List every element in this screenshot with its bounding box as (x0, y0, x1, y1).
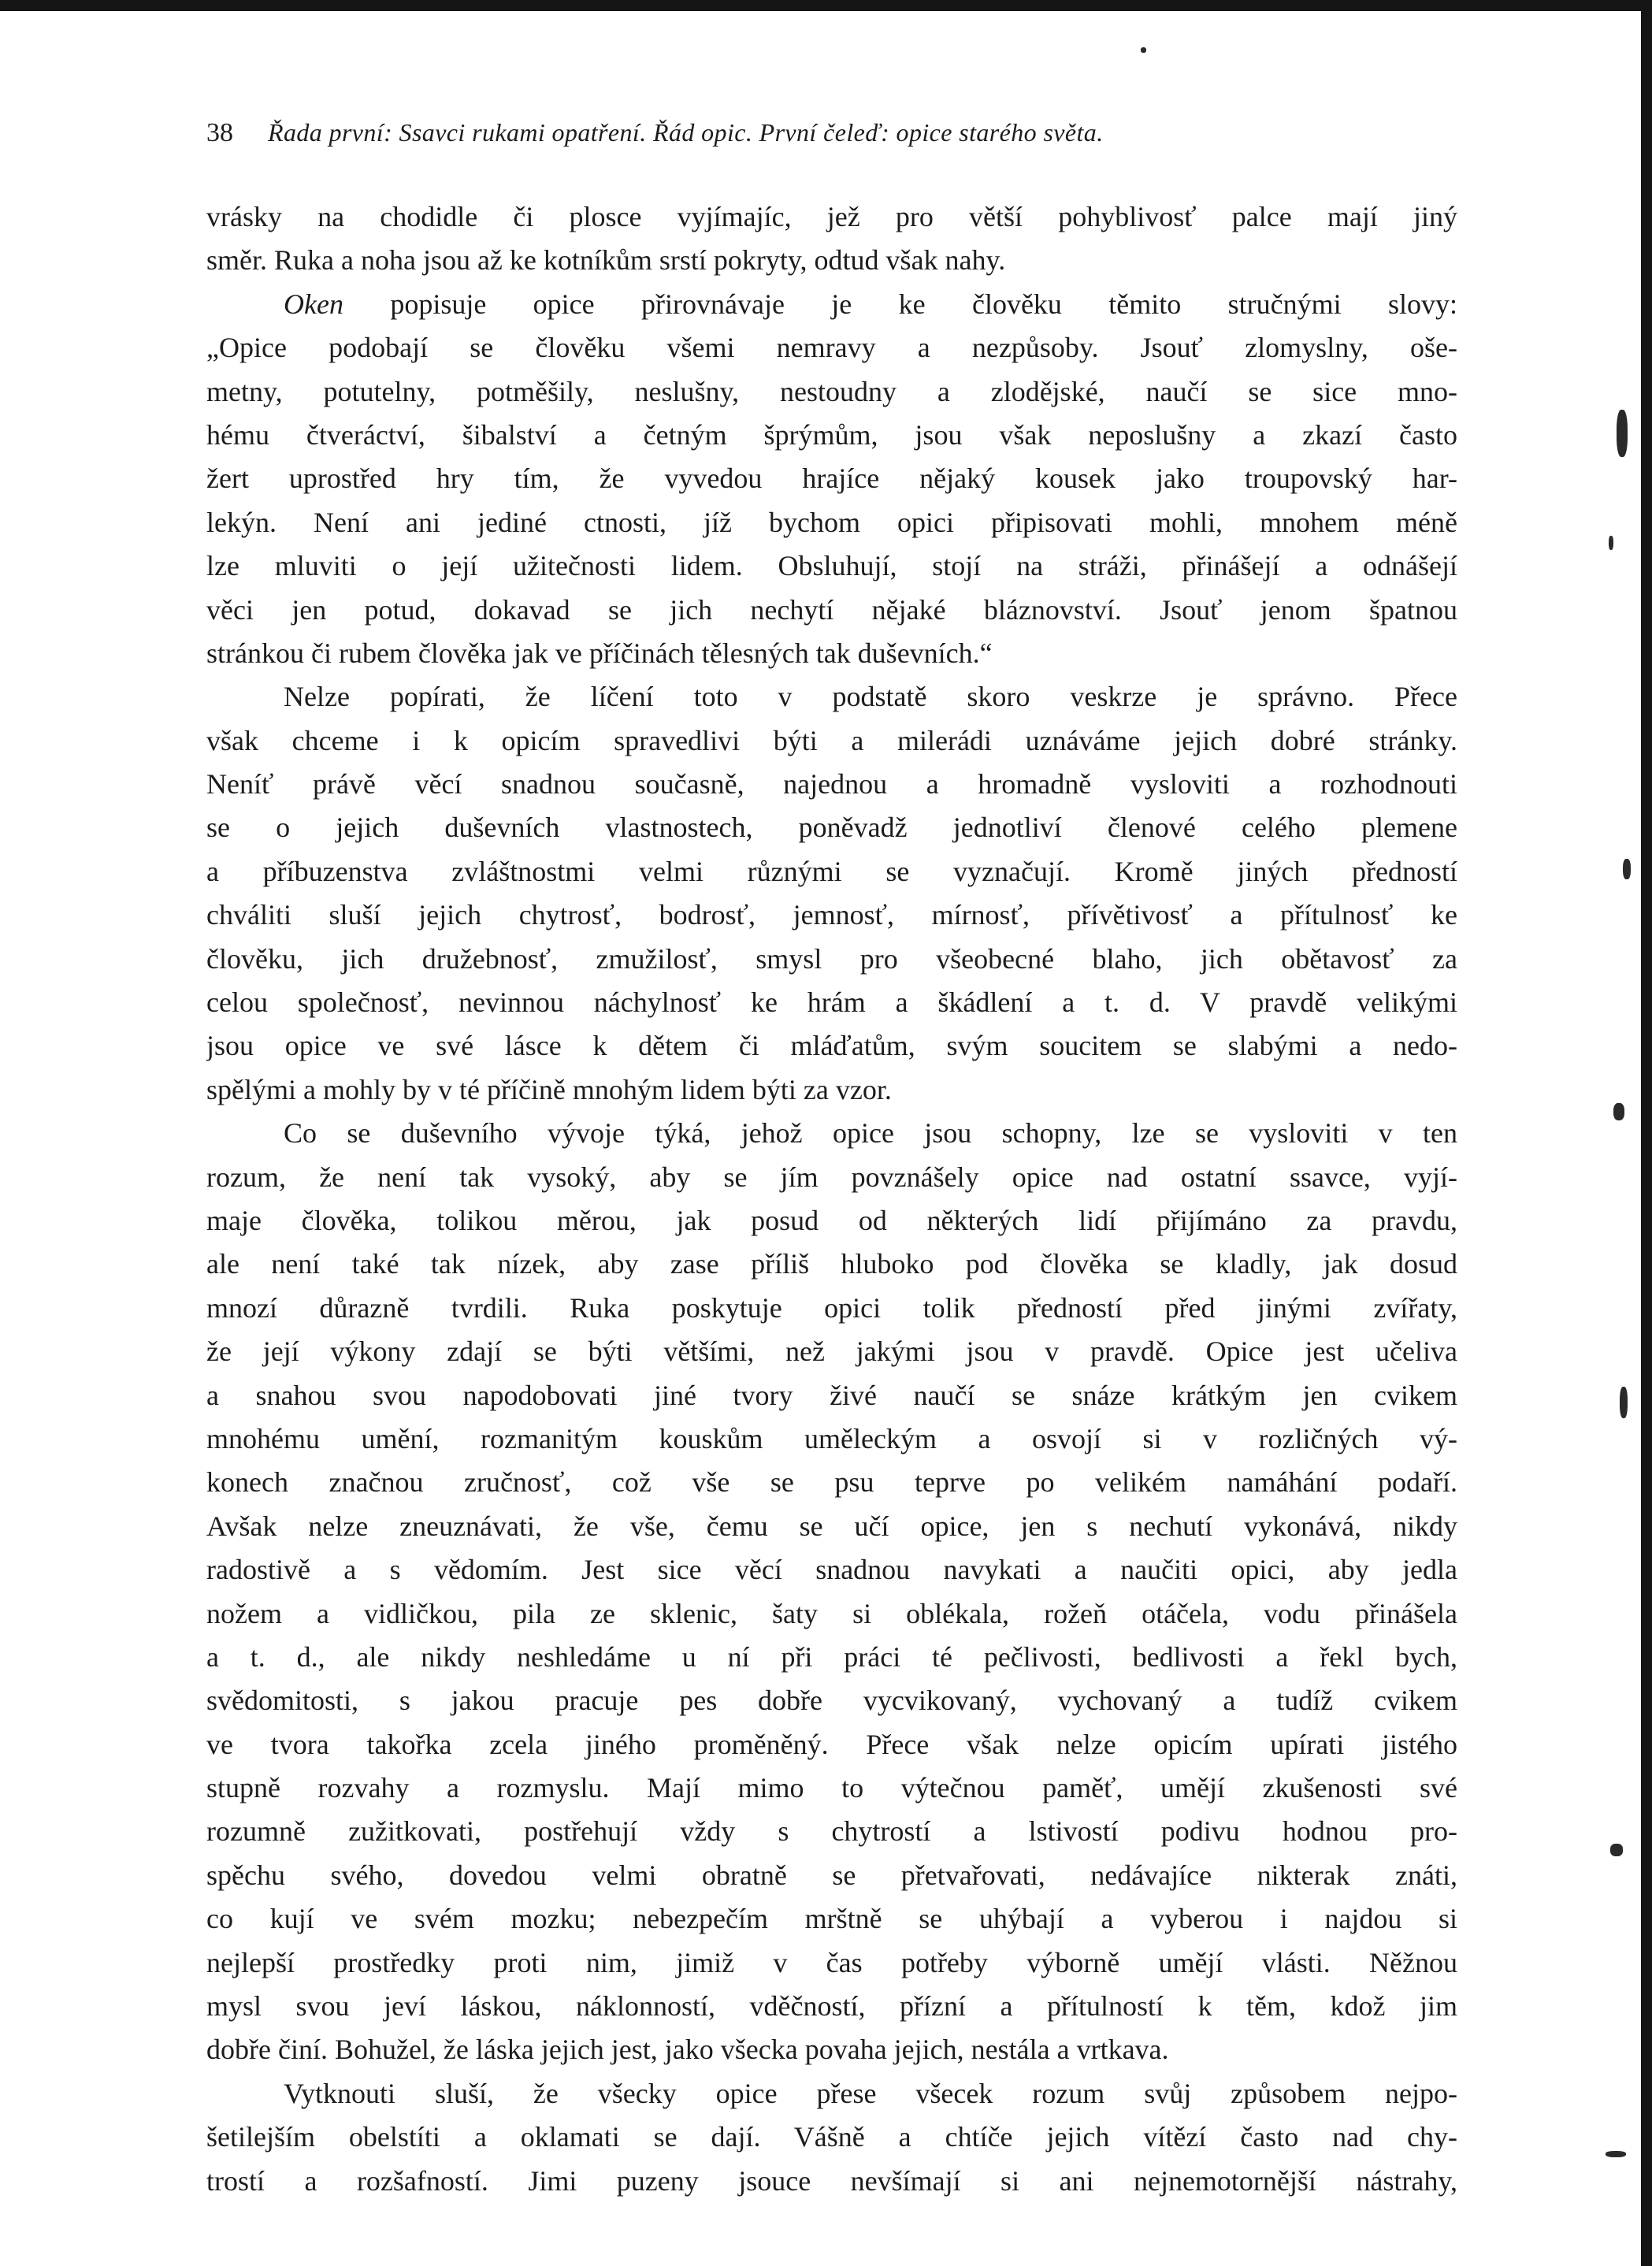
text-line: rozumně zužitkovati, postřehují vždy s chytrostí a lstivostí podivu hodnou pro- (206, 1815, 1457, 1848)
paragraph-2 (206, 283, 1457, 676)
text-line: co kují ve svém mozku; nebezpečím mrštně se uhýbají a vyberou i najdou si (206, 1903, 1457, 1935)
text-line: jsou opice ve své lásce k dětem či mláďatům, svým soucitem se slabými a nedo- (206, 1030, 1457, 1062)
scan-border-right (1641, 0, 1652, 2266)
text-line: lekýn. Není ani jediné ctnosti, jíž bychom opici připisovati mohli, mnohem méně (206, 506, 1457, 538)
text-line: se o jejich duševních vlastnostech, poněvadž jednotliví členové celého plemene (206, 812, 1457, 844)
text-line: celou společnosť, nevinnou náchylnosť ke hrám a škádlení a t. d. V pravdě velikými (206, 986, 1457, 1019)
margin-speck (1620, 1387, 1628, 1418)
margin-speck (1613, 1103, 1624, 1120)
paragraph-5 (206, 2072, 1457, 2203)
text-line: žert uprostřed hry tím, že vyvedou hrajíce nějaký kousek jako troupovský har- (206, 462, 1457, 495)
text-line (206, 283, 1457, 326)
text-line: stupně rozvahy a rozmyslu. Mají mimo to výtečnou paměť, umějí zkušenosti své (206, 1772, 1457, 1804)
text-line: svědomitosti, s jakou pracuje pes dobře vycvikovaný, vychovaný a tudíž cvikem (206, 1685, 1457, 1717)
text-line: chváliti sluší jejich chytrosť, bodrosť, jemnosť, mírnosť, přívětivosť a přítulnosť ke (206, 899, 1457, 931)
text-line: „Opice podobají se člověku všemi nemravy a nezpůsoby. Jsouť zlomyslny, oše- (206, 332, 1457, 364)
text-line: nejlepší prostředky proti nim, jimiž v čas potřeby výborně umějí vlásti. Něžnou (206, 1946, 1457, 1978)
text-line: že její výkony zdají se býti většími, než jakými jsou v pravdě. Opice jest učeliva (206, 1335, 1457, 1368)
text-line: Co se duševního vývoje týká, jehož opice jsou schopny, lze se vysloviti v ten (284, 1117, 1457, 1150)
text-line: dobře činí. Bohužel, že láska jejich jest, jako všecka povaha jejich, nestála a vrtkava. (206, 2034, 1169, 2066)
margin-speck (1623, 859, 1631, 879)
line-text: popisuje opice přirovnávaje je ke člověku těmito stručnými slovy: (343, 288, 1457, 320)
text-line: Vytknouti sluší, že všecky opice přese všecek rozum svůj způsobem nejpo- (284, 2077, 1457, 2109)
text-line: Neníť právě věcí snadnou současně, najednou a hromadně vysloviti a rozhodnouti (206, 768, 1457, 801)
text-line: mnozí důrazně tvrdili. Ruka poskytuje opici tolik předností před jinými zvířaty, (206, 1291, 1457, 1324)
margin-speck (1141, 47, 1146, 53)
paragraph-1 (206, 195, 1457, 283)
book-page (206, 118, 1457, 2203)
text-line: mysl svou jeví láskou, náklonností, vděčností, přízní a přítulností k těm, kdož jim (206, 1990, 1457, 2023)
author-name: Oken (284, 288, 343, 320)
page-number: 38 (206, 118, 233, 147)
text-line: a t. d., ale nikdy neshledáme u ní při práci té pečlivosti, bedlivosti a řekl bych, (206, 1640, 1457, 1673)
text-line: lze mluviti o její užitečnosti lidem. Obsluhují, stojí na stráži, přinášejí a odnášejí (206, 550, 1457, 582)
text-line: směr. Ruka a noha jsou až ke kotníkům srstí pokryty, odtud však nahy. (206, 244, 1006, 277)
scan-border-top (0, 0, 1652, 11)
text-line: trostí a rozšafností. Jimi puzeny jsouce nevšímají si ani nejnemotornější nástrahy, (206, 2164, 1457, 2197)
text-line: ale není také tak nízek, aby zase příliš hluboko pod člověka se kladly, jak dosud (206, 1248, 1457, 1280)
text-line: metny, potutelny, potměšily, neslušny, nestoudny a zlodějské, naučí se sice mno- (206, 375, 1457, 407)
text-line: šetilejším obelstíti a oklamati se dají. Vášně a chtíče jejich vítězí často nad chy- (206, 2121, 1457, 2153)
text-line: však chceme i k opicím spravedlivi býti a milerádi uznáváme jejich dobré stránky. (206, 724, 1457, 756)
text-line: radostivě a s vědomím. Jest sice věcí snadnou navykati a naučiti opici, aby jedla (206, 1554, 1457, 1586)
text-line: vrásky na chodidle či plosce vyjímajíc, jež pro větší pohyblivosť palce mají jiný (206, 201, 1457, 232)
paragraph-3 (206, 675, 1457, 1112)
text-line: hému čtveráctví, šibalství a četným šprýmům, jsou však neposlušny a zkazí často (206, 418, 1457, 451)
text-line: maje člověka, tolikou měrou, jak posud od některých lidí přijímáno za pravdu, (206, 1204, 1457, 1236)
text-line: Avšak nelze zneuznávati, že vše, čemu se učí opice, jen s nechutí vykonává, nikdy (206, 1510, 1457, 1542)
text-line: spěchu svého, dovedou velmi obratně se přetvařovati, nedávajíce nikterak znáti, (206, 1859, 1457, 1891)
text-line: stránkou či rubem člověka jak ve příčinách tělesných tak duševních.“ (206, 637, 993, 669)
text-line: konech značnou zručnosť, což vše se psu teprve po velikém namáhání podaří. (206, 1466, 1457, 1499)
text-line: mnohému umění, rozmanitým kouskům uměleckým a osvojí si v rozličných vý- (206, 1422, 1457, 1454)
margin-speck (1610, 1844, 1623, 1856)
text-line: spělými a mohly by v té příčině mnohým lidem býti za vzor. (206, 1073, 892, 1105)
margin-speck (1617, 410, 1628, 457)
text-line: a snahou svou napodobovati jiné tvory živé naučí se snáze krátkým jen cvikem (206, 1379, 1457, 1411)
text-line: člověku, jich družebnosť, zmužilosť, smysl pro všeobecné blaho, jich obětavosť za (206, 942, 1457, 975)
text-line: Nelze popírati, že líčení toto v podstatě skoro veskrze je správno. Přece (284, 681, 1457, 713)
text-line: věci jen potud, dokavad se jich nechytí nějaké bláznovství. Jsouť jenom špatnou (206, 593, 1457, 626)
margin-speck (1609, 536, 1613, 550)
text-line: ve tvora takořka zcela jiného proměněný. Přece však nelze opicím upírati jistého (206, 1728, 1457, 1760)
running-title: Řada první: Ssavci rukami opatření. Řád opic. První čeleď: opice starého světa. (268, 118, 1104, 147)
text-line: rozum, že není tak vysoký, aby se jím povznášely opice nad ostatní ssavce, vyjí- (206, 1161, 1457, 1193)
margin-speck (1606, 2151, 1626, 2157)
body-text (206, 195, 1457, 2203)
text-line: nožem a vidličkou, pila ze sklenic, šaty si oblékala, rožeň otáčela, vodu přinášela (206, 1597, 1457, 1629)
running-head (206, 118, 1457, 165)
text-line: a příbuzenstva zvláštnostmi velmi různými se vyznačují. Kromě jiných předností (206, 855, 1457, 887)
paragraph-4 (206, 1112, 1457, 2072)
